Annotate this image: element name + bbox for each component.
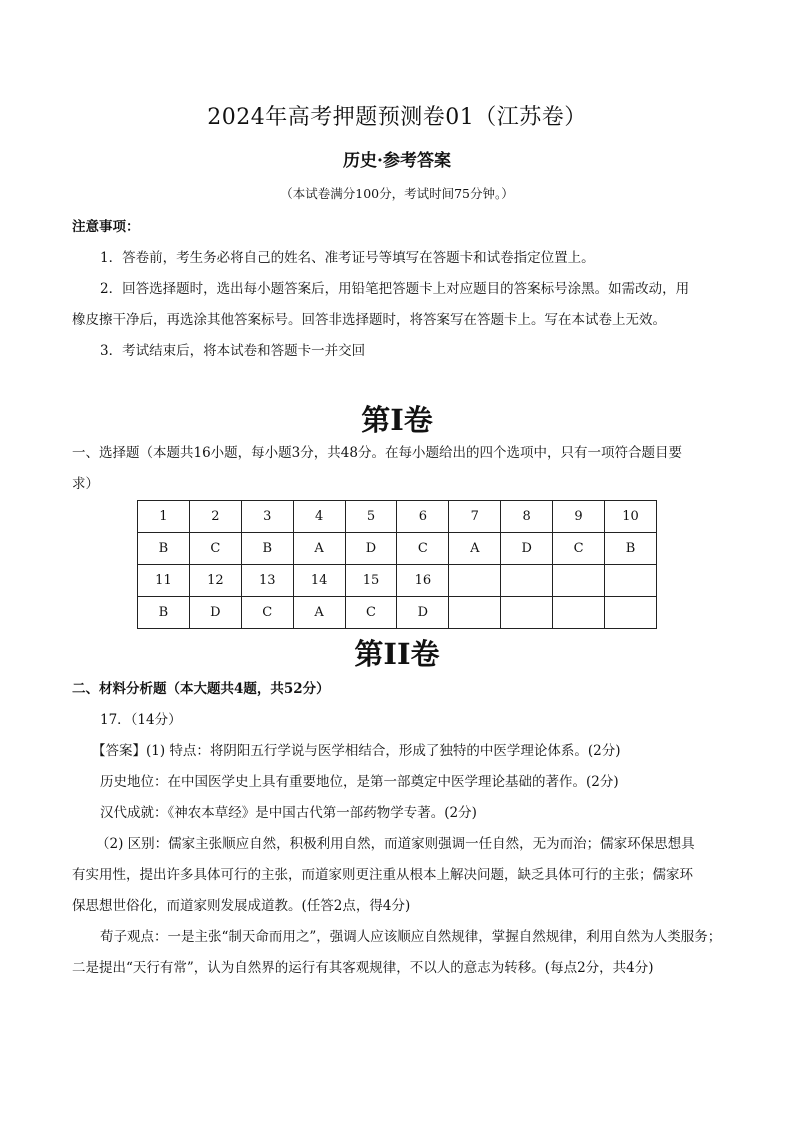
table-cell: D [501, 533, 553, 565]
table-cell [501, 597, 553, 629]
table-cell: 11 [138, 565, 190, 597]
table-cell: C [189, 533, 241, 565]
table-cell: 4 [293, 501, 345, 533]
table-cell: 8 [501, 501, 553, 533]
table-cell: A [449, 533, 501, 565]
question-17-answer-line: 汉代成就：《神农本草经》是中国古代第一部药物学专著。(2分) [100, 805, 477, 821]
page-subtitle: 历史·参考答案 [343, 151, 451, 171]
table-row [138, 533, 657, 565]
table-cell: A [293, 597, 345, 629]
table-cell [449, 597, 501, 629]
section-1-heading: 一、选择题（本题共16小题，每小题3分，共48分。在每小题给出的四个选项中，只有一项符合题目要 [72, 445, 682, 461]
table-cell: 12 [189, 565, 241, 597]
table-cell: 5 [345, 501, 397, 533]
table-cell: D [345, 533, 397, 565]
question-17-answer-line: （2) 区别：儒家主张顺应自然，积极利用自然，而道家则强调一任自然，无为而治；儒家环保思想具 [96, 836, 695, 852]
table-row [138, 565, 657, 597]
page-title: 2024年高考押题预测卷01（江苏卷） [207, 105, 587, 130]
table-cell: 2 [189, 501, 241, 533]
volume-2-title: 第II卷 [354, 637, 440, 671]
table-cell: B [138, 533, 190, 565]
table-cell: 6 [397, 501, 449, 533]
question-17-answer-line: 【答案】(1) 特点：将阴阳五行学说与医学相结合，形成了独特的中医学理论体系。(2分) [92, 743, 621, 759]
volume-1-title: 第I卷 [361, 403, 433, 437]
table-cell [501, 565, 553, 597]
table-cell: 15 [345, 565, 397, 597]
table-cell: 13 [241, 565, 293, 597]
question-17-answer-line: 有实用性，提出许多具体可行的主张，而道家则更注重从根本上解决问题，缺乏具体可行的主张；儒家环 [72, 867, 693, 883]
table-row [138, 597, 657, 629]
question-17-number: 17．（14分） [100, 712, 182, 728]
table-cell: A [293, 533, 345, 565]
question-17-answer-line: 历史地位：在中国医学史上具有重要地位，是第一部奠定中医学理论基础的著作。(2分) [100, 774, 619, 790]
table-cell: 10 [605, 501, 657, 533]
notice-item-3: 3．考试结束后，将本试卷和答题卡一并交回 [100, 343, 366, 359]
section-1-heading-cont: 求） [72, 476, 99, 492]
table-cell [553, 597, 605, 629]
table-cell: C [553, 533, 605, 565]
table-cell [605, 597, 657, 629]
question-17-answer-line: 荀子观点：一是主张“制天命而用之”，强调人应该顺应自然规律，掌握自然规律，利用自然为人类服务； [100, 929, 722, 945]
table-cell [553, 565, 605, 597]
table-cell: 14 [293, 565, 345, 597]
table-cell: 3 [241, 501, 293, 533]
section-2-heading: 二、材料分析题（本大题共4题，共52分） [72, 681, 330, 697]
table-cell: 16 [397, 565, 449, 597]
notice-item-2: 2．回答选择题时，选出每小题答案后，用铅笔把答题卡上对应题目的答案标号涂黑。如需改动，用 [100, 281, 690, 297]
table-cell: C [241, 597, 293, 629]
answer-table [137, 500, 657, 629]
table-cell: B [605, 533, 657, 565]
table-cell [605, 565, 657, 597]
table-cell: 9 [553, 501, 605, 533]
table-cell [449, 565, 501, 597]
table-cell: 1 [138, 501, 190, 533]
table-cell: C [397, 533, 449, 565]
question-17-answer-line: 保思想世俗化，而道家则发展成道教。(任答2点，得4分) [72, 898, 411, 914]
notice-heading: 注意事项： [72, 219, 140, 235]
question-17-answer-line: 二是提出“天行有常”，认为自然界的运行有其客观规律，不以人的意志为转移。(每点2分，共4分) [72, 960, 654, 976]
table-cell: D [189, 597, 241, 629]
table-cell: D [397, 597, 449, 629]
exam-note: （本试卷满分100分，考试时间75分钟。） [280, 186, 514, 201]
notice-item-1: 1．答卷前，考生务必将自己的姓名、准考证号等填写在答题卡和试卷指定位置上。 [100, 250, 595, 266]
table-cell: C [345, 597, 397, 629]
table-cell: B [241, 533, 293, 565]
table-row [138, 501, 657, 533]
table-cell: B [138, 597, 190, 629]
notice-item-2-cont: 橡皮擦干净后，再选涂其他答案标号。回答非选择题时，将答案写在答题卡上。写在本试卷上无效。 [72, 312, 666, 328]
table-cell: 7 [449, 501, 501, 533]
